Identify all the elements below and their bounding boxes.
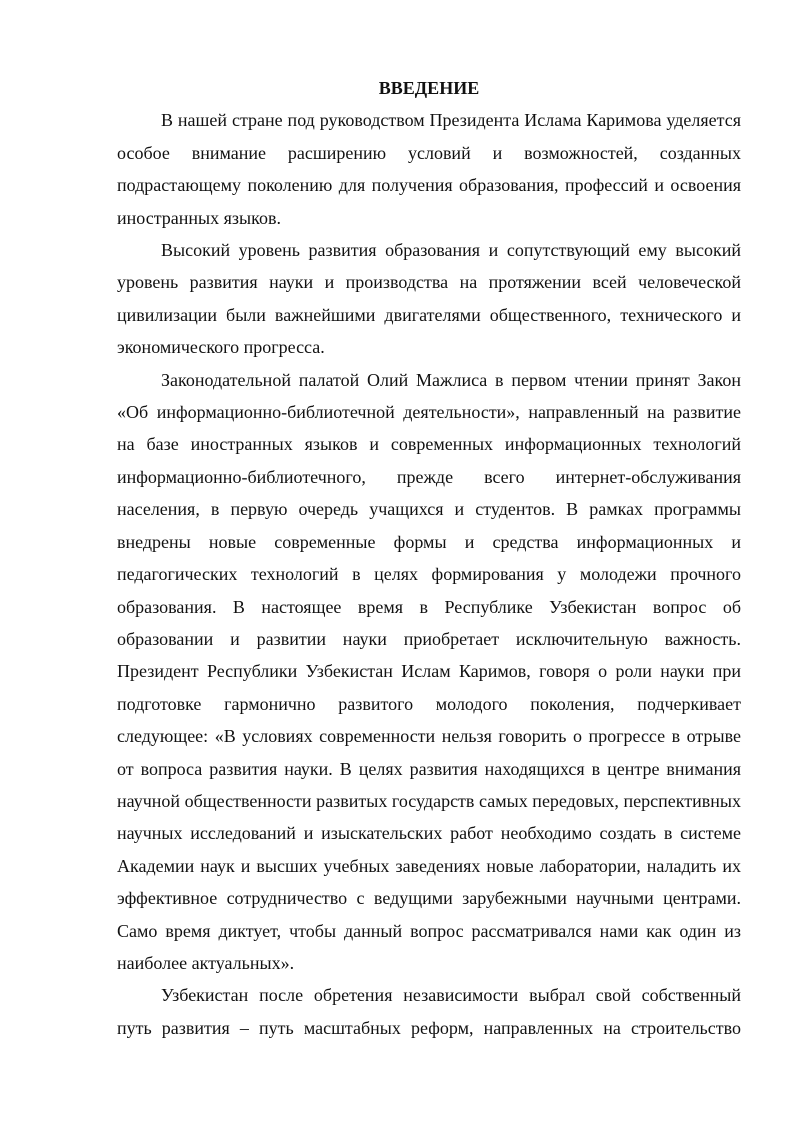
- document-page: [117, 72, 741, 1044]
- paragraph-2: Высокий уровень развития образования и сопутствующий ему высокий уровень развития науки и производства на протяжении всей человеческой цивилизации были важнейшими двигателями общественного, технического и экономического прогресса.: [117, 240, 741, 358]
- paragraph-3: Законодательной палатой Олий Мажлиса в первом чтении принят Закон «Об информационно-библиотечной деятельности», направленный на развитие на базе иностранных языков и современных информационных технологий информационно-библиотечного, прежде всего интернет-обслуживания населения, в первую очередь учащихся и студентов. В рамках программы внедрены новые современные формы и средства информационных и педагогических технологий в целях формирования у молодежи прочного образования. В настоящее время в Республике Узбекистан вопрос об образовании и развитии науки приобретает исключительную важность. Президент Республики Узбекистан Ислам Каримов, говоря о роли науки при подготовке гармонично развитого молодого поколения, подчеркивает следующее: «В условиях современности нельзя говорить о прогрессе в отрыве от вопроса развития науки. В целях развития находящихся в центре внимания научной общественности развитых государств самых передовых, перспективных научных исследований и изыскательских работ необходимо создать в системе Академии наук и высших учебных заведениях новые лаборатории, наладить их эффективное сотрудничество с ведущими зарубежными научными центрами. Само время диктует, чтобы данный вопрос рассматривался нами как один из наиболее актуальных».: [117, 369, 741, 973]
- paragraph-1: В нашей стране под руководством Президента Ислама Каримова уделяется особое внимание расширению условий и возможностей, созданных подрастающему поколению для получения образования, профессий и освоения иностранных языков.: [117, 110, 741, 228]
- paragraph-4: Узбекистан после обретения независимости выбрал свой собственный путь развития – путь масштабных реформ, направленных на строительство: [117, 985, 741, 1038]
- document-title: ВВЕДЕНИЕ: [378, 78, 480, 98]
